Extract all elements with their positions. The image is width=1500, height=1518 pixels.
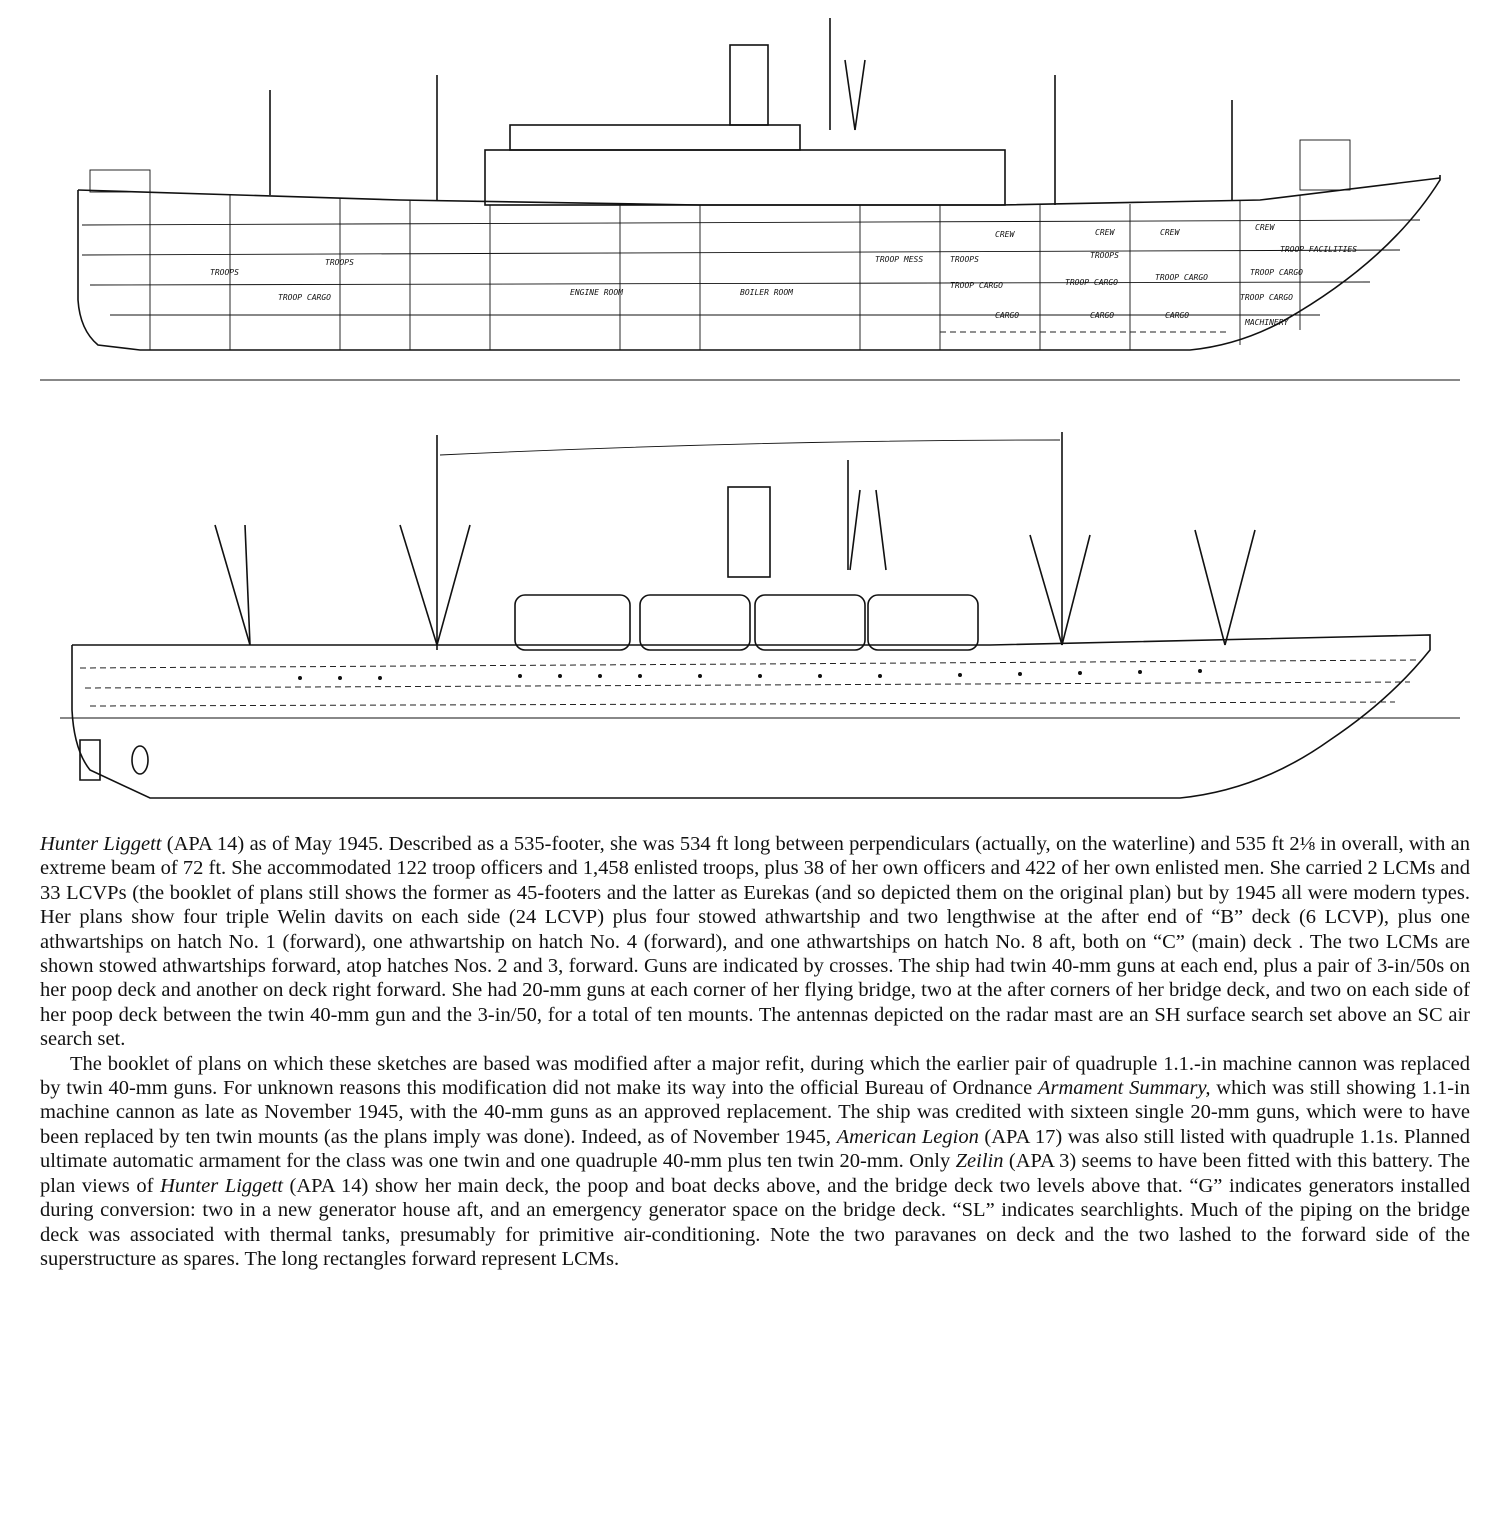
label-troop-cargo-aft: TROOP CARGO xyxy=(1250,268,1303,277)
caption-text xyxy=(40,832,1470,1271)
label-crew-3: CREW xyxy=(1160,228,1180,237)
propeller xyxy=(132,746,148,774)
label-troop-cargo-fwd: TROOP CARGO xyxy=(278,293,331,302)
hull-outline-outboard xyxy=(72,635,1430,798)
bulkheads xyxy=(150,190,1300,350)
label-cargo-1: CARGO xyxy=(995,311,1020,320)
funnel-outboard xyxy=(728,487,770,577)
label-crew-1: CREW xyxy=(995,230,1015,239)
inboard-profile-drawing xyxy=(0,0,1500,400)
label-machinery: MACHINERY xyxy=(1245,318,1289,327)
label-cargo-3: CARGO xyxy=(1165,311,1190,320)
caption-run: The booklet of plans on which these sketches are based was modified after a major refit, during which the earlier pair of quadruple 1.1.-in machine cannon was replaced by twin 40-mm guns. For unknown reasons this modification did not make its way into the official Bureau of Ordnance xyxy=(40,1052,1470,1100)
label-crew-aft: CREW xyxy=(1255,223,1275,232)
caption-run: (APA 3) seems to have been fitted with this battery. The plan views of xyxy=(40,1150,1470,1197)
label-troop-cargo-2: TROOP CARGO xyxy=(950,281,1003,290)
superstructure xyxy=(485,150,1005,205)
label-crew-2: CREW xyxy=(1095,228,1115,237)
label-troop-cargo-3: TROOP CARGO xyxy=(1065,278,1118,287)
label-troops-2: TROOPS xyxy=(325,258,354,267)
caption-run: (APA 14) as of May 1945. Described as a 535-footer, she was 534 ft long between perpendiculars (actually, on the waterline) and 535 ft 2⅛ in overall, with an extreme beam of 72 ft. She accommodated 122 troop officers and 1,458 enlisted troops, plus 38 of her own officers and 422 of her own enlisted men. She carried 2 LCMs and 33 LCVPs (the booklet of plans still shows the former as 45-footers and the latter as Eurekas (and so depicted them on the original plan) but by 1945 all were modern types. Her plans show four triple Welin davits on each side (24 LCVP) plus four stowed athwartship and two lengthwise at the after end of “B” deck (6 LCVP), plus one athwartships on hatch No. 1 (forward), one athwartship on hatch No. 4 (forward), and one athwartships on hatch No. 8 aft, both on “C” (main) deck . The two LCMs are shown stowed athwartships forward, atop hatches Nos. 2 and 3, forward. Guns are indicated by crosses. The ship had twin 40-mm guns at each end, plus a pair of 3-in/50s on her poop deck and another on deck right forward. She had 20-mm guns at each corner of her flying bridge, two at the after corners of her bridge deck, and two on each side of her poop deck between the twin 40-mm gun and the 3-in/50, for a total of ten mounts. The antennas depicted on the radar mast are an SH surface search set above an SC air search set. xyxy=(40,833,1470,1051)
label-troop-facilities: TROOP FACILITIES xyxy=(1280,245,1358,254)
caption-run: which was still showing 1.1-in machine cannon as late as November 1945, with the 40-mm guns as an approved replacement. The ship was credited with sixteen single 20-mm guns, which were to have been replaced by ten twin mounts (as the plans imply was done). Indeed, as of November 1945, xyxy=(40,1077,1470,1148)
caption-italic-run: American Legion xyxy=(836,1125,979,1148)
label-troops-4: TROOPS xyxy=(1090,251,1119,260)
inboard-profile-svg xyxy=(0,0,1500,400)
caption-paragraph-2 xyxy=(40,1052,1470,1272)
label-cargo-2: CARGO xyxy=(1090,311,1115,320)
caption-italic-run: Hunter Liggett xyxy=(40,833,162,855)
caption-italic-run: Hunter Liggett xyxy=(160,1174,283,1197)
portholes xyxy=(298,669,1202,680)
label-troops-3: TROOPS xyxy=(950,255,979,264)
antenna-wire xyxy=(440,440,1060,455)
caption-italic-run: Armament Summary, xyxy=(1037,1077,1211,1100)
cargo-booms xyxy=(215,525,1255,645)
label-troop-cargo-4: TROOP CARGO xyxy=(1155,273,1208,282)
funnel xyxy=(730,45,768,125)
label-troops-fwd: TROOPS xyxy=(210,268,239,277)
caption-run: (APA 17) was also still listed with quadruple 1.1s. Planned ultimate automatic armament for the class was one twin and one quadruple 40-mm plus ten twin 20-mm. Only xyxy=(40,1125,1470,1173)
caption-run: (APA 14) show her main deck, the poop and boat decks above, and the bridge deck two levels above that. “G” indicates generators installed during conversion: two in a new generator house aft, and an emergency generator space on the bridge deck. “SL” indicates searchlights. Much of the piping on the bridge deck was associated with thermal tanks, presumably for primitive air-conditioning. Note the two paravanes on deck and the two lashed to the forward side of the superstructure as spares. The long rectangles forward represent LCMs. xyxy=(40,1174,1470,1270)
label-boiler-room: BOILER ROOM xyxy=(740,288,793,297)
label-engine-room: ENGINE ROOM xyxy=(570,288,623,297)
label-troop-cargo-aft2: TROOP CARGO xyxy=(1240,293,1293,302)
lifeboats xyxy=(515,595,978,650)
caption-paragraph-1 xyxy=(40,832,1470,1052)
label-troop-mess: TROOP MESS xyxy=(875,255,924,264)
outboard-profile-svg xyxy=(0,420,1500,820)
outboard-profile-drawing xyxy=(0,420,1500,820)
caption-italic-run: Zeilin xyxy=(955,1150,1004,1173)
